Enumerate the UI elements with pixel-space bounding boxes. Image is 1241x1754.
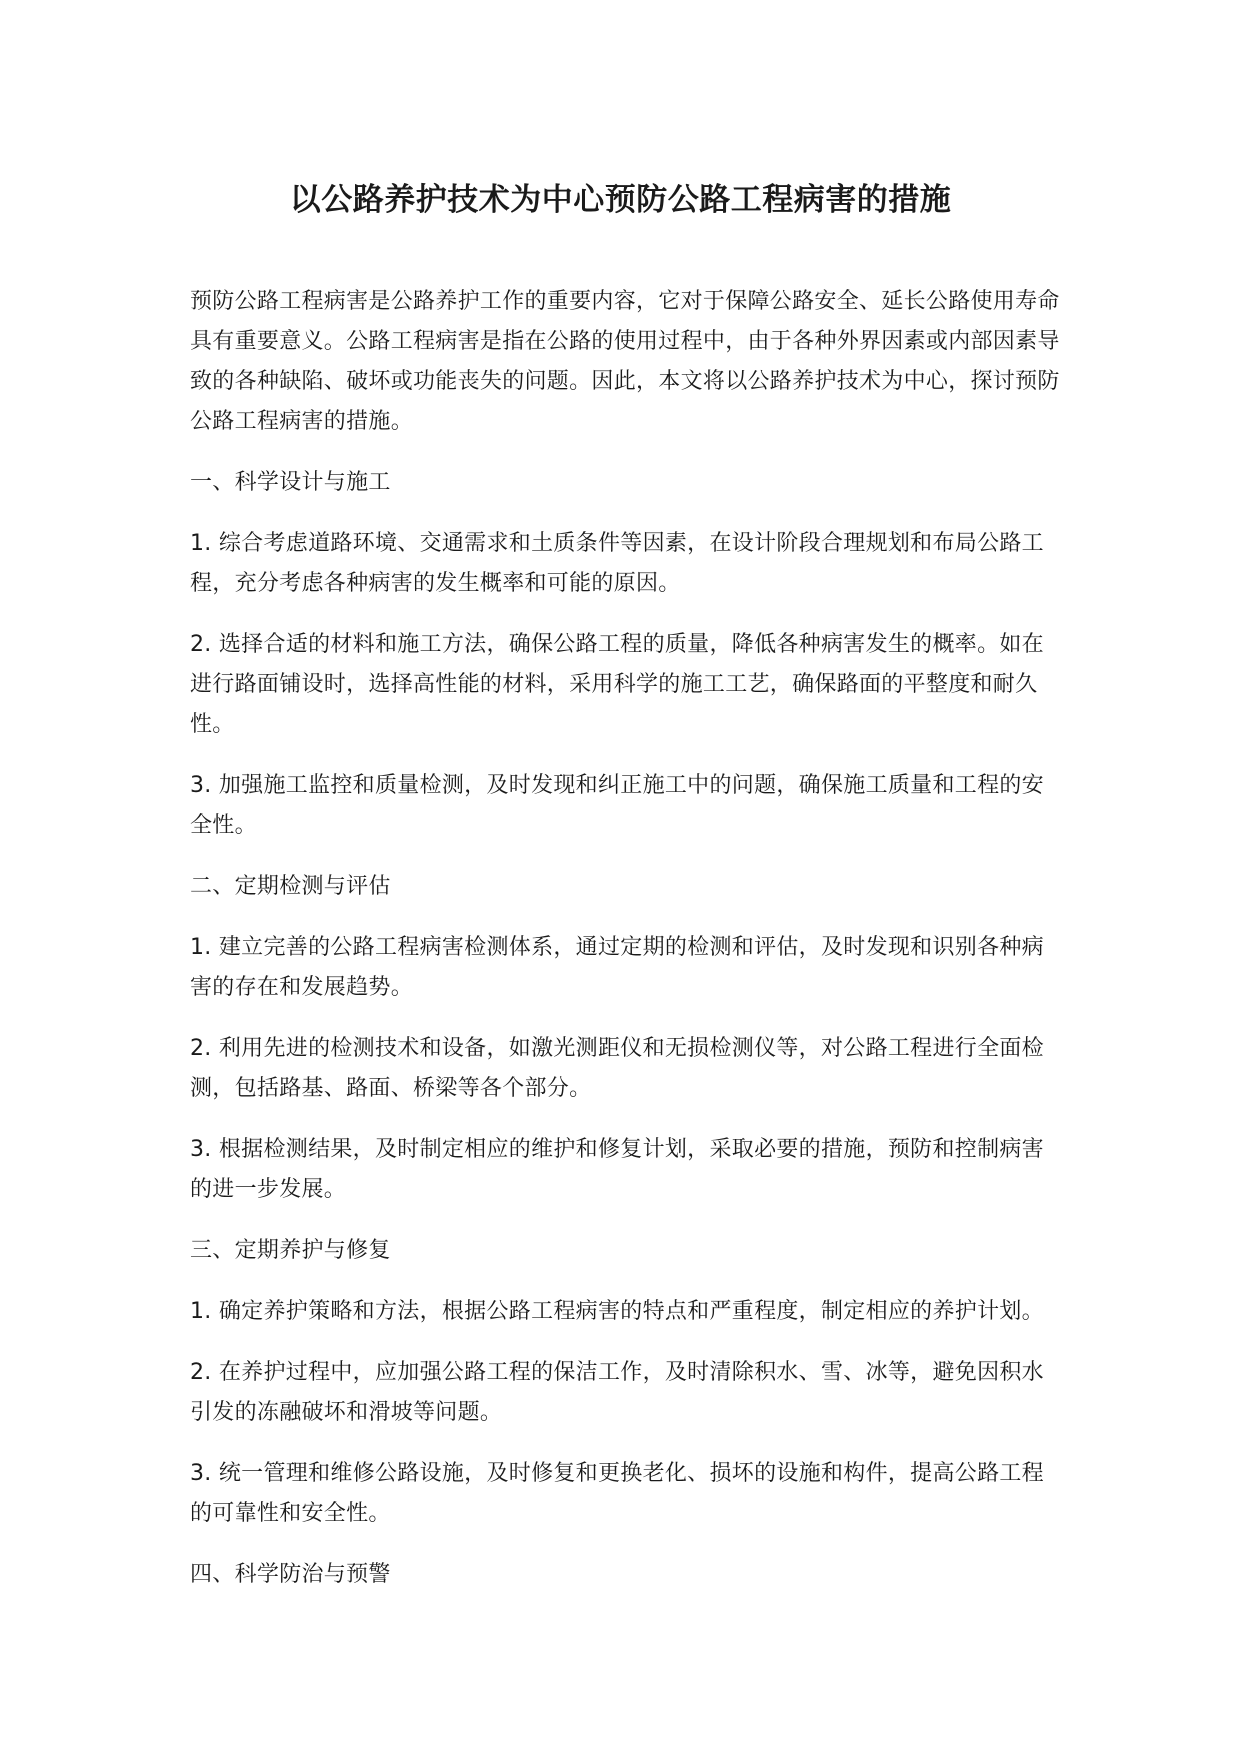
intro-paragraph: 预防公路工程病害是公路养护工作的重要内容，它对于保障公路安全、延长公路使用寿命具有重要意义。公路工程病害是指在公路的使用过程中，由于各种外界因素或内部因素导致的各种缺陷、破坏或功能丧失的问题。因此，本文将以公路养护技术为中心，探讨预防公路工程病害的措施。 xyxy=(190,289,1060,434)
list-item: 2. 在养护过程中，应加强公路工程的保洁工作，及时清除积水、雪、冰等，避免因积水引发的冻融破坏和滑坡等问题。 xyxy=(190,1360,1044,1425)
document-body xyxy=(190,282,1062,1616)
section-heading: 二、定期检测与评估 xyxy=(190,874,391,899)
list-item: 1. 确定养护策略和方法，根据公路工程病害的特点和严重程度，制定相应的养护计划。 xyxy=(190,1299,1044,1324)
list-item: 1. 综合考虑道路环境、交通需求和土质条件等因素，在设计阶段合理规划和布局公路工程，充分考虑各种病害的发生概率和可能的原因。 xyxy=(190,531,1044,596)
list-item: 3. 加强施工监控和质量检测，及时发现和纠正施工中的问题，确保施工质量和工程的安全性。 xyxy=(190,773,1044,838)
section-heading: 四、科学防治与预警 xyxy=(190,1562,391,1587)
list-item: 3. 根据检测结果，及时制定相应的维护和修复计划，采取必要的措施，预防和控制病害的进一步发展。 xyxy=(190,1137,1044,1202)
section-heading: 一、科学设计与施工 xyxy=(190,470,391,495)
list-item: 1. 建立完善的公路工程病害检测体系，通过定期的检测和评估，及时发现和识别各种病害的存在和发展趋势。 xyxy=(190,935,1044,1000)
list-item: 3. 统一管理和维修公路设施，及时修复和更换老化、损坏的设施和构件，提高公路工程的可靠性和安全性。 xyxy=(190,1461,1044,1526)
document-title: 以公路养护技术为中心预防公路工程病害的措施 xyxy=(289,182,952,218)
list-item: 2. 选择合适的材料和施工方法，确保公路工程的质量，降低各种病害发生的概率。如在进行路面铺设时，选择高性能的材料，采用科学的施工工艺，确保路面的平整度和耐久性。 xyxy=(190,632,1044,737)
list-item: 2. 利用先进的检测技术和设备，如激光测距仪和无损检测仪等，对公路工程进行全面检测，包括路基、路面、桥梁等各个部分。 xyxy=(190,1036,1044,1101)
section-heading: 三、定期养护与修复 xyxy=(190,1238,391,1263)
